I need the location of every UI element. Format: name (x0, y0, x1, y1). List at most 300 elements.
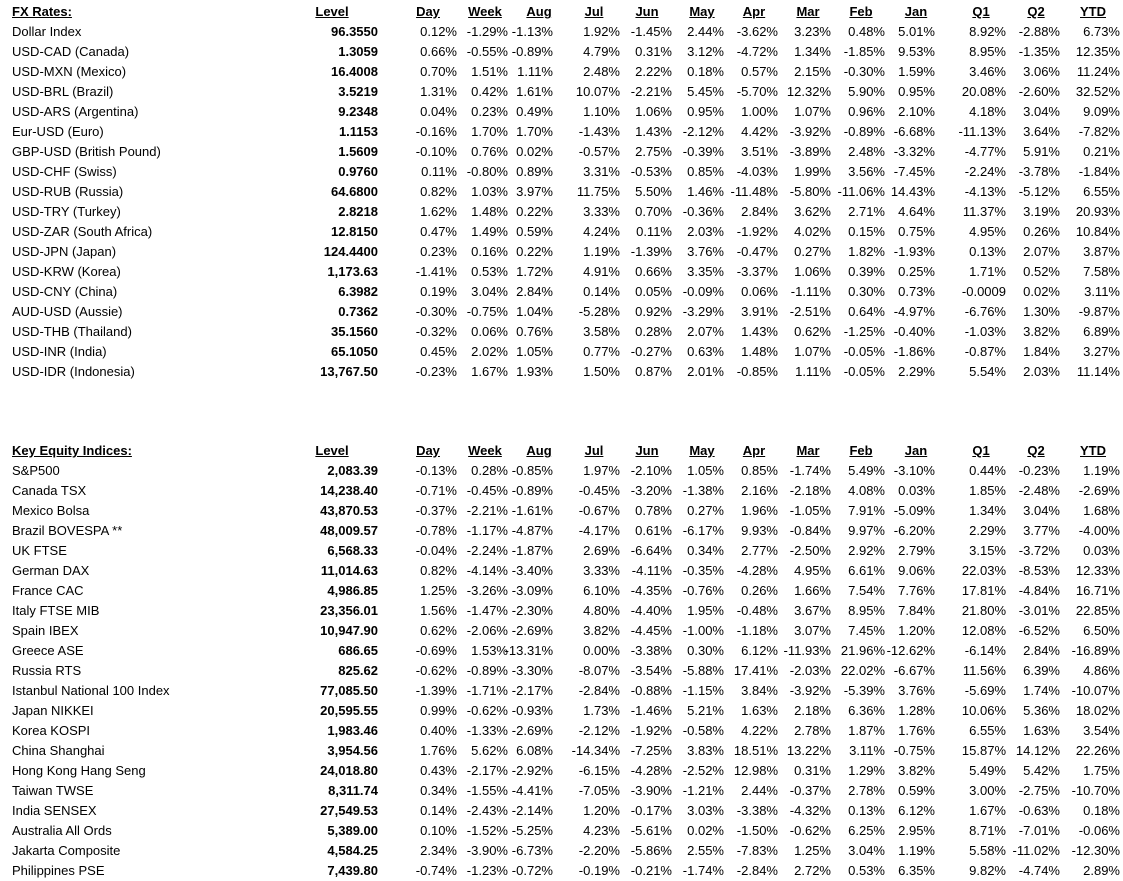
equity-column-header: Feb (849, 443, 873, 458)
fx-level-value: 64.6800 (331, 184, 378, 199)
equity-return-cell: 0.26% (741, 583, 778, 598)
equity-return-cell: 2.92% (848, 543, 885, 558)
fx-return-cell: 9.09% (1083, 104, 1120, 119)
fx-return-cell: 3.82% (1023, 324, 1060, 339)
equity-return-cell: 22.02% (840, 663, 885, 678)
fx-return-cell: -0.57% (578, 144, 620, 159)
equity-table-row (0, 461, 1123, 481)
equity-return-cell: 2.78% (794, 723, 831, 738)
fx-return-cell: -5.80% (789, 184, 831, 199)
fx-return-cell: 7.58% (1083, 264, 1120, 279)
fx-column-header: Aug (526, 4, 552, 19)
equity-return-cell: 3.82% (583, 623, 620, 638)
equity-return-cell: -4.45% (630, 623, 672, 638)
equity-header-row (0, 441, 1123, 461)
fx-return-cell: 3.51% (741, 144, 778, 159)
equity-return-cell: 1.74% (1023, 683, 1060, 698)
fx-return-cell: -5.12% (1018, 184, 1060, 199)
equity-return-cell: -1.21% (682, 783, 724, 798)
equity-return-cell: 0.18% (1083, 803, 1120, 818)
equity-return-cell: 5.49% (848, 463, 885, 478)
equity-return-cell: -3.40% (511, 563, 553, 578)
fx-return-cell: 1.62% (420, 204, 457, 219)
fx-return-cell: 1.11% (795, 364, 831, 379)
equity-return-cell: 6.12% (741, 643, 778, 658)
fx-return-cell: -2.12% (682, 124, 724, 139)
fx-return-cell: 1.19% (583, 244, 620, 259)
fx-column-header: Q1 (972, 4, 990, 19)
equity-return-cell: -2.48% (1018, 483, 1060, 498)
equity-return-cell: 3.84% (741, 683, 778, 698)
fx-return-cell: -4.03% (736, 164, 778, 179)
equity-return-cell: 2.89% (1083, 863, 1120, 878)
equity-return-cell: 0.82% (420, 563, 457, 578)
fx-return-cell: 2.03% (687, 224, 724, 239)
equity-table-row (0, 541, 1123, 561)
fx-row-name: USD-MXN (Mexico) (12, 64, 127, 79)
equity-return-cell: -2.18% (789, 483, 831, 498)
equity-return-cell: -3.20% (630, 483, 672, 498)
equity-return-cell: 1.63% (741, 703, 778, 718)
equity-row-name: Taiwan TWSE (12, 783, 94, 798)
fx-row-name: Dollar Index (12, 24, 82, 39)
fx-return-cell: 6.89% (1083, 324, 1120, 339)
equity-return-cell: -5.39% (843, 683, 885, 698)
fx-return-cell: -0.39% (682, 144, 724, 159)
equity-return-cell: -0.78% (415, 523, 457, 538)
fx-level-value: 9.2348 (338, 104, 378, 119)
equity-return-cell: -0.35% (682, 563, 724, 578)
equity-return-cell: -0.13% (415, 463, 457, 478)
fx-return-cell: 5.50% (635, 184, 672, 199)
fx-row-name: USD-KRW (Korea) (12, 264, 121, 279)
fx-row-name: USD-BRL (Brazil) (12, 84, 114, 99)
equity-return-cell: -3.38% (630, 643, 672, 658)
fx-return-cell: 3.56% (848, 164, 885, 179)
equity-return-cell: -4.17% (578, 523, 620, 538)
fx-return-cell: 2.84% (516, 284, 553, 299)
equity-table-row (0, 561, 1123, 581)
equity-return-cell: -4.14% (466, 563, 508, 578)
equity-row-name: Mexico Bolsa (12, 503, 90, 518)
fx-return-cell: -6.68% (893, 124, 935, 139)
fx-table-row (0, 102, 1123, 122)
equity-return-cell: -3.90% (630, 783, 672, 798)
fx-return-cell: 0.75% (898, 224, 935, 239)
fx-level-value: 65.1050 (331, 344, 378, 359)
equity-return-cell: -2.10% (630, 463, 672, 478)
fx-return-cell: -3.78% (1018, 164, 1060, 179)
equity-return-cell: -4.41% (511, 783, 553, 798)
equity-return-cell: 13.22% (786, 743, 831, 758)
equity-table-row (0, 781, 1123, 801)
fx-level-value: 12.8150 (331, 224, 378, 239)
fx-return-cell: -0.30% (415, 304, 457, 319)
equity-return-cell: -3.30% (511, 663, 553, 678)
equity-return-cell: -1.05% (789, 503, 831, 518)
fx-return-cell: 0.27% (794, 244, 831, 259)
equity-return-cell: 0.78% (635, 503, 672, 518)
fx-return-cell: 0.13% (969, 244, 1006, 259)
fx-column-header: Week (468, 4, 502, 19)
fx-return-cell: 0.23% (420, 244, 457, 259)
fx-return-cell: 0.63% (687, 344, 724, 359)
fx-table-row (0, 362, 1123, 382)
fx-return-cell: 1.70% (516, 124, 553, 139)
fx-row-name: USD-ARS (Argentina) (12, 104, 139, 119)
equity-return-cell: -2.30% (511, 603, 553, 618)
fx-return-cell: 5.01% (898, 24, 935, 39)
equity-return-cell: -5.61% (630, 823, 672, 838)
equity-return-cell: -2.84% (736, 863, 778, 878)
equity-return-cell: -3.72% (1018, 543, 1060, 558)
fx-return-cell: 0.48% (848, 24, 885, 39)
equity-return-cell: 1.28% (898, 703, 935, 718)
equity-row-name: UK FTSE (12, 543, 67, 558)
fx-return-cell: 1.06% (794, 264, 831, 279)
fx-level-value: 1.1153 (338, 124, 378, 139)
equity-return-cell: 0.28% (471, 463, 508, 478)
equity-return-cell: -3.10% (893, 463, 935, 478)
fx-return-cell: 14.43% (890, 184, 935, 199)
equity-level-value: 825.62 (338, 663, 378, 678)
fx-return-cell: -0.05% (843, 364, 885, 379)
equity-return-cell: -0.84% (789, 523, 831, 538)
fx-return-cell: 1.67% (471, 364, 508, 379)
equity-level-value: 3,954.56 (327, 743, 378, 758)
equity-return-cell: -7.83% (736, 843, 778, 858)
fx-return-cell: 0.19% (420, 284, 457, 299)
equity-return-cell: 18.02% (1075, 703, 1120, 718)
equity-column-header: Mar (796, 443, 820, 458)
fx-return-cell: 2.10% (898, 104, 935, 119)
fx-return-cell: 0.66% (420, 44, 457, 59)
equity-return-cell: -4.35% (630, 583, 672, 598)
equity-return-cell: -2.12% (578, 723, 620, 738)
fx-header-row (0, 2, 1123, 22)
equity-return-cell: 1.20% (898, 623, 935, 638)
equity-return-cell: -6.15% (578, 763, 620, 778)
fx-level-value: 16.4008 (331, 64, 378, 79)
fx-return-cell: 0.95% (898, 84, 935, 99)
fx-table-row (0, 222, 1123, 242)
equity-return-cell: -2.24% (466, 543, 508, 558)
equity-return-cell: 0.34% (420, 783, 457, 798)
fx-return-cell: -1.25% (843, 324, 885, 339)
fx-return-cell: 3.12% (687, 44, 724, 59)
fx-return-cell: 2.84% (741, 204, 778, 219)
equity-return-cell: 0.27% (687, 503, 724, 518)
equity-level-value: 4,584.25 (327, 843, 378, 858)
equity-return-cell: 3.07% (794, 623, 831, 638)
fx-return-cell: 0.04% (420, 104, 457, 119)
fx-return-cell: 1.07% (794, 344, 831, 359)
equity-return-cell: -2.43% (466, 803, 508, 818)
equity-return-cell: 1.05% (687, 463, 724, 478)
equity-return-cell: -2.52% (682, 763, 724, 778)
fx-return-cell: 4.42% (741, 124, 778, 139)
equity-return-cell: 3.54% (1083, 723, 1120, 738)
equity-return-cell: 3.83% (687, 743, 724, 758)
fx-return-cell: 1.61% (516, 84, 553, 99)
fx-return-cell: 2.01% (687, 364, 724, 379)
equity-return-cell: -2.06% (466, 623, 508, 638)
equity-table-row (0, 501, 1123, 521)
fx-return-cell: 1.50% (583, 364, 620, 379)
fx-return-cell: 0.22% (516, 244, 553, 259)
fx-return-cell: 2.44% (687, 24, 724, 39)
fx-return-cell: -0.09% (682, 284, 724, 299)
equity-return-cell: -2.50% (789, 543, 831, 558)
fx-return-cell: 3.64% (1023, 124, 1060, 139)
equity-return-cell: 3.33% (583, 563, 620, 578)
equity-return-cell: 0.61% (635, 523, 672, 538)
fx-return-cell: 5.91% (1023, 144, 1060, 159)
equity-level-value: 11,014.63 (320, 563, 378, 578)
fx-return-cell: -4.77% (964, 144, 1006, 159)
equity-return-cell: -5.09% (893, 503, 935, 518)
fx-return-cell: 0.49% (516, 104, 553, 119)
equity-return-cell: 5.42% (1023, 763, 1060, 778)
fx-return-cell: -1.29% (466, 24, 508, 39)
fx-return-cell: -1.85% (843, 44, 885, 59)
fx-row-name: GBP-USD (British Pound) (12, 144, 161, 159)
equity-return-cell: -1.33% (466, 723, 508, 738)
equity-return-cell: 1.75% (1083, 763, 1120, 778)
equity-return-cell: -0.63% (1018, 803, 1060, 818)
fx-return-cell: 0.39% (848, 264, 885, 279)
equity-row-name: Australia All Ords (12, 823, 112, 838)
equity-return-cell: 5.36% (1023, 703, 1060, 718)
fx-return-cell: -0.75% (466, 304, 508, 319)
equity-return-cell: -6.17% (682, 523, 724, 538)
fx-return-cell: -0.55% (466, 44, 508, 59)
equity-return-cell: 2.72% (794, 863, 831, 878)
fx-table-row (0, 202, 1123, 222)
equity-row-name: France CAC (12, 583, 84, 598)
equity-return-cell: -5.25% (511, 823, 553, 838)
fx-return-cell: 1.31% (420, 84, 457, 99)
equity-row-name: Philippines PSE (12, 863, 105, 878)
equity-column-header: Jul (584, 443, 604, 458)
equity-return-cell: 6.39% (1023, 663, 1060, 678)
fx-row-name: AUD-USD (Aussie) (12, 304, 123, 319)
fx-table-row (0, 22, 1123, 42)
fx-table-row (0, 122, 1123, 142)
fx-return-cell: 11.37% (962, 204, 1006, 219)
equity-table-row (0, 761, 1123, 781)
fx-table-row (0, 142, 1123, 162)
fx-return-cell: 0.31% (635, 44, 672, 59)
fx-return-cell: -6.76% (964, 304, 1006, 319)
equity-return-cell: -0.67% (578, 503, 620, 518)
equity-return-cell: -1.92% (630, 723, 672, 738)
equity-return-cell: 12.33% (1075, 563, 1120, 578)
fx-return-cell: -1.43% (578, 124, 620, 139)
fx-return-cell: 1.04% (516, 304, 553, 319)
fx-return-cell: 0.85% (687, 164, 724, 179)
equity-return-cell: 0.14% (420, 803, 457, 818)
fx-return-cell: 2.22% (635, 64, 672, 79)
fx-table-row (0, 162, 1123, 182)
fx-return-cell: 2.02% (471, 344, 508, 359)
fx-return-cell: -1.13% (511, 24, 553, 39)
equity-return-cell: -1.38% (682, 483, 724, 498)
equity-column-header: Apr (742, 443, 766, 458)
equity-column-header: Day (416, 443, 440, 458)
fx-return-cell: 2.48% (583, 64, 620, 79)
equity-return-cell: 9.93% (741, 523, 778, 538)
fx-return-cell: 1.84% (1023, 344, 1060, 359)
equity-row-name: China Shanghai (12, 743, 105, 758)
fx-return-cell: 5.54% (969, 364, 1006, 379)
equity-return-cell: -0.74% (415, 863, 457, 878)
equity-table-row (0, 641, 1123, 661)
equity-return-cell: 12.98% (733, 763, 778, 778)
equity-return-cell: 2.16% (741, 483, 778, 498)
fx-row-name: Eur-USD (Euro) (12, 124, 104, 139)
fx-return-cell: -0.30% (843, 64, 885, 79)
equity-level-value: 23,356.01 (320, 603, 378, 618)
fx-row-name: USD-JPN (Japan) (12, 244, 117, 259)
equity-return-cell: -2.69% (511, 623, 553, 638)
equity-return-cell: 1.20% (583, 803, 620, 818)
equity-return-cell: -0.89% (511, 483, 553, 498)
fx-return-cell: -0.36% (682, 204, 724, 219)
equity-return-cell: -11.02% (1012, 843, 1060, 858)
fx-return-cell: 1.05% (516, 344, 553, 359)
fx-return-cell: -0.53% (630, 164, 672, 179)
equity-return-cell: 6.36% (848, 703, 885, 718)
equity-return-cell: 16.71% (1075, 583, 1120, 598)
equity-return-cell: -2.69% (511, 723, 553, 738)
equity-return-cell: -2.69% (1078, 483, 1120, 498)
fx-return-cell: 0.87% (635, 364, 672, 379)
equity-table-row (0, 841, 1123, 861)
fx-level-value: 6.3982 (338, 284, 378, 299)
fx-return-cell: 0.42% (471, 84, 508, 99)
fx-column-header: Mar (796, 4, 820, 19)
equity-return-cell: -2.20% (578, 843, 620, 858)
equity-return-cell: 4.23% (583, 823, 620, 838)
equity-return-cell: -0.58% (682, 723, 724, 738)
fx-return-cell: 8.92% (969, 24, 1006, 39)
equity-return-cell: -10.70% (1071, 783, 1120, 798)
equity-return-cell: -0.75% (893, 743, 935, 758)
fx-return-cell: 0.14% (583, 284, 620, 299)
equity-return-cell: 1.66% (794, 583, 831, 598)
equity-return-cell: -3.92% (789, 683, 831, 698)
equity-level-value: 10,947.90 (320, 623, 378, 638)
equity-row-name: Jakarta Composite (12, 843, 121, 858)
equity-return-cell: -2.17% (511, 683, 553, 698)
equity-column-header: Level (315, 443, 349, 458)
fx-return-cell: 3.23% (794, 24, 831, 39)
equity-return-cell: 5.49% (969, 763, 1006, 778)
fx-return-cell: -4.13% (964, 184, 1006, 199)
fx-return-cell: 0.96% (848, 104, 885, 119)
equity-return-cell: 3.82% (898, 763, 935, 778)
fx-return-cell: 2.29% (898, 364, 935, 379)
equity-level-value: 77,085.50 (320, 683, 378, 698)
equity-return-cell: 7.84% (898, 603, 935, 618)
fx-return-cell: 0.02% (1023, 284, 1060, 299)
equity-row-name: S&P500 (12, 463, 60, 478)
fx-return-cell: 0.18% (687, 64, 724, 79)
equity-return-cell: 0.43% (420, 763, 457, 778)
fx-return-cell: 0.15% (848, 224, 885, 239)
equity-return-cell: -1.17% (466, 523, 508, 538)
fx-return-cell: 1.46% (687, 184, 724, 199)
fx-return-cell: -1.39% (630, 244, 672, 259)
fx-return-cell: 0.64% (848, 304, 885, 319)
equity-return-cell: -0.23% (1018, 463, 1060, 478)
fx-return-cell: 10.07% (575, 84, 620, 99)
equity-return-cell: 1.73% (583, 703, 620, 718)
fx-return-cell: 0.23% (471, 104, 508, 119)
fx-return-cell: -2.21% (630, 84, 672, 99)
fx-return-cell: 0.70% (635, 204, 672, 219)
fx-table-row (0, 242, 1123, 262)
equity-column-header: Q1 (972, 443, 990, 458)
fx-return-cell: 1.72% (516, 264, 553, 279)
equity-return-cell: 0.44% (969, 463, 1006, 478)
equity-return-cell: -4.11% (631, 563, 672, 578)
fx-table-row (0, 302, 1123, 322)
equity-return-cell: 12.08% (961, 623, 1006, 638)
equity-row-name: Russia RTS (12, 663, 82, 678)
fx-column-header: Jan (904, 4, 928, 19)
fx-return-cell: -5.28% (578, 304, 620, 319)
fx-return-cell: -4.97% (893, 304, 935, 319)
equity-return-cell: -1.15% (682, 683, 724, 698)
fx-return-cell: 4.95% (969, 224, 1006, 239)
equity-return-cell: -1.71% (466, 683, 508, 698)
equity-return-cell: 1.76% (420, 743, 457, 758)
fx-table-row (0, 182, 1123, 202)
equity-column-header: Jan (904, 443, 928, 458)
fx-return-cell: 3.46% (969, 64, 1006, 79)
equity-return-cell: -3.09% (511, 583, 553, 598)
equity-return-cell: 3.77% (1023, 523, 1060, 538)
fx-return-cell: -2.60% (1018, 84, 1060, 99)
fx-return-cell: 4.18% (969, 104, 1006, 119)
fx-return-cell: 1.00% (741, 104, 778, 119)
equity-return-cell: -4.84% (1018, 583, 1060, 598)
fx-level-value: 96.3550 (331, 24, 378, 39)
equity-return-cell: -0.45% (466, 483, 508, 498)
fx-column-header: Q2 (1027, 4, 1045, 19)
equity-return-cell: 4.86% (1083, 663, 1120, 678)
fx-return-cell: 0.45% (420, 344, 457, 359)
fx-return-cell: -0.47% (736, 244, 778, 259)
fx-return-cell: 0.21% (1083, 144, 1120, 159)
fx-return-cell: 4.91% (583, 264, 620, 279)
equity-return-cell: -1.87% (511, 543, 553, 558)
equity-return-cell: -2.92% (511, 763, 553, 778)
equity-return-cell: -1.39% (415, 683, 457, 698)
equity-return-cell: 0.03% (898, 483, 935, 498)
equity-return-cell: 3.03% (687, 803, 724, 818)
equity-return-cell: -1.74% (682, 863, 724, 878)
equity-return-cell: 22.85% (1075, 603, 1120, 618)
equity-return-cell: -5.86% (630, 843, 672, 858)
equity-return-cell: -6.14% (964, 643, 1006, 658)
fx-return-cell: 1.48% (471, 204, 508, 219)
fx-return-cell: 5.90% (848, 84, 885, 99)
equity-return-cell: 21.80% (961, 603, 1006, 618)
equity-return-cell: -10.07% (1071, 683, 1120, 698)
